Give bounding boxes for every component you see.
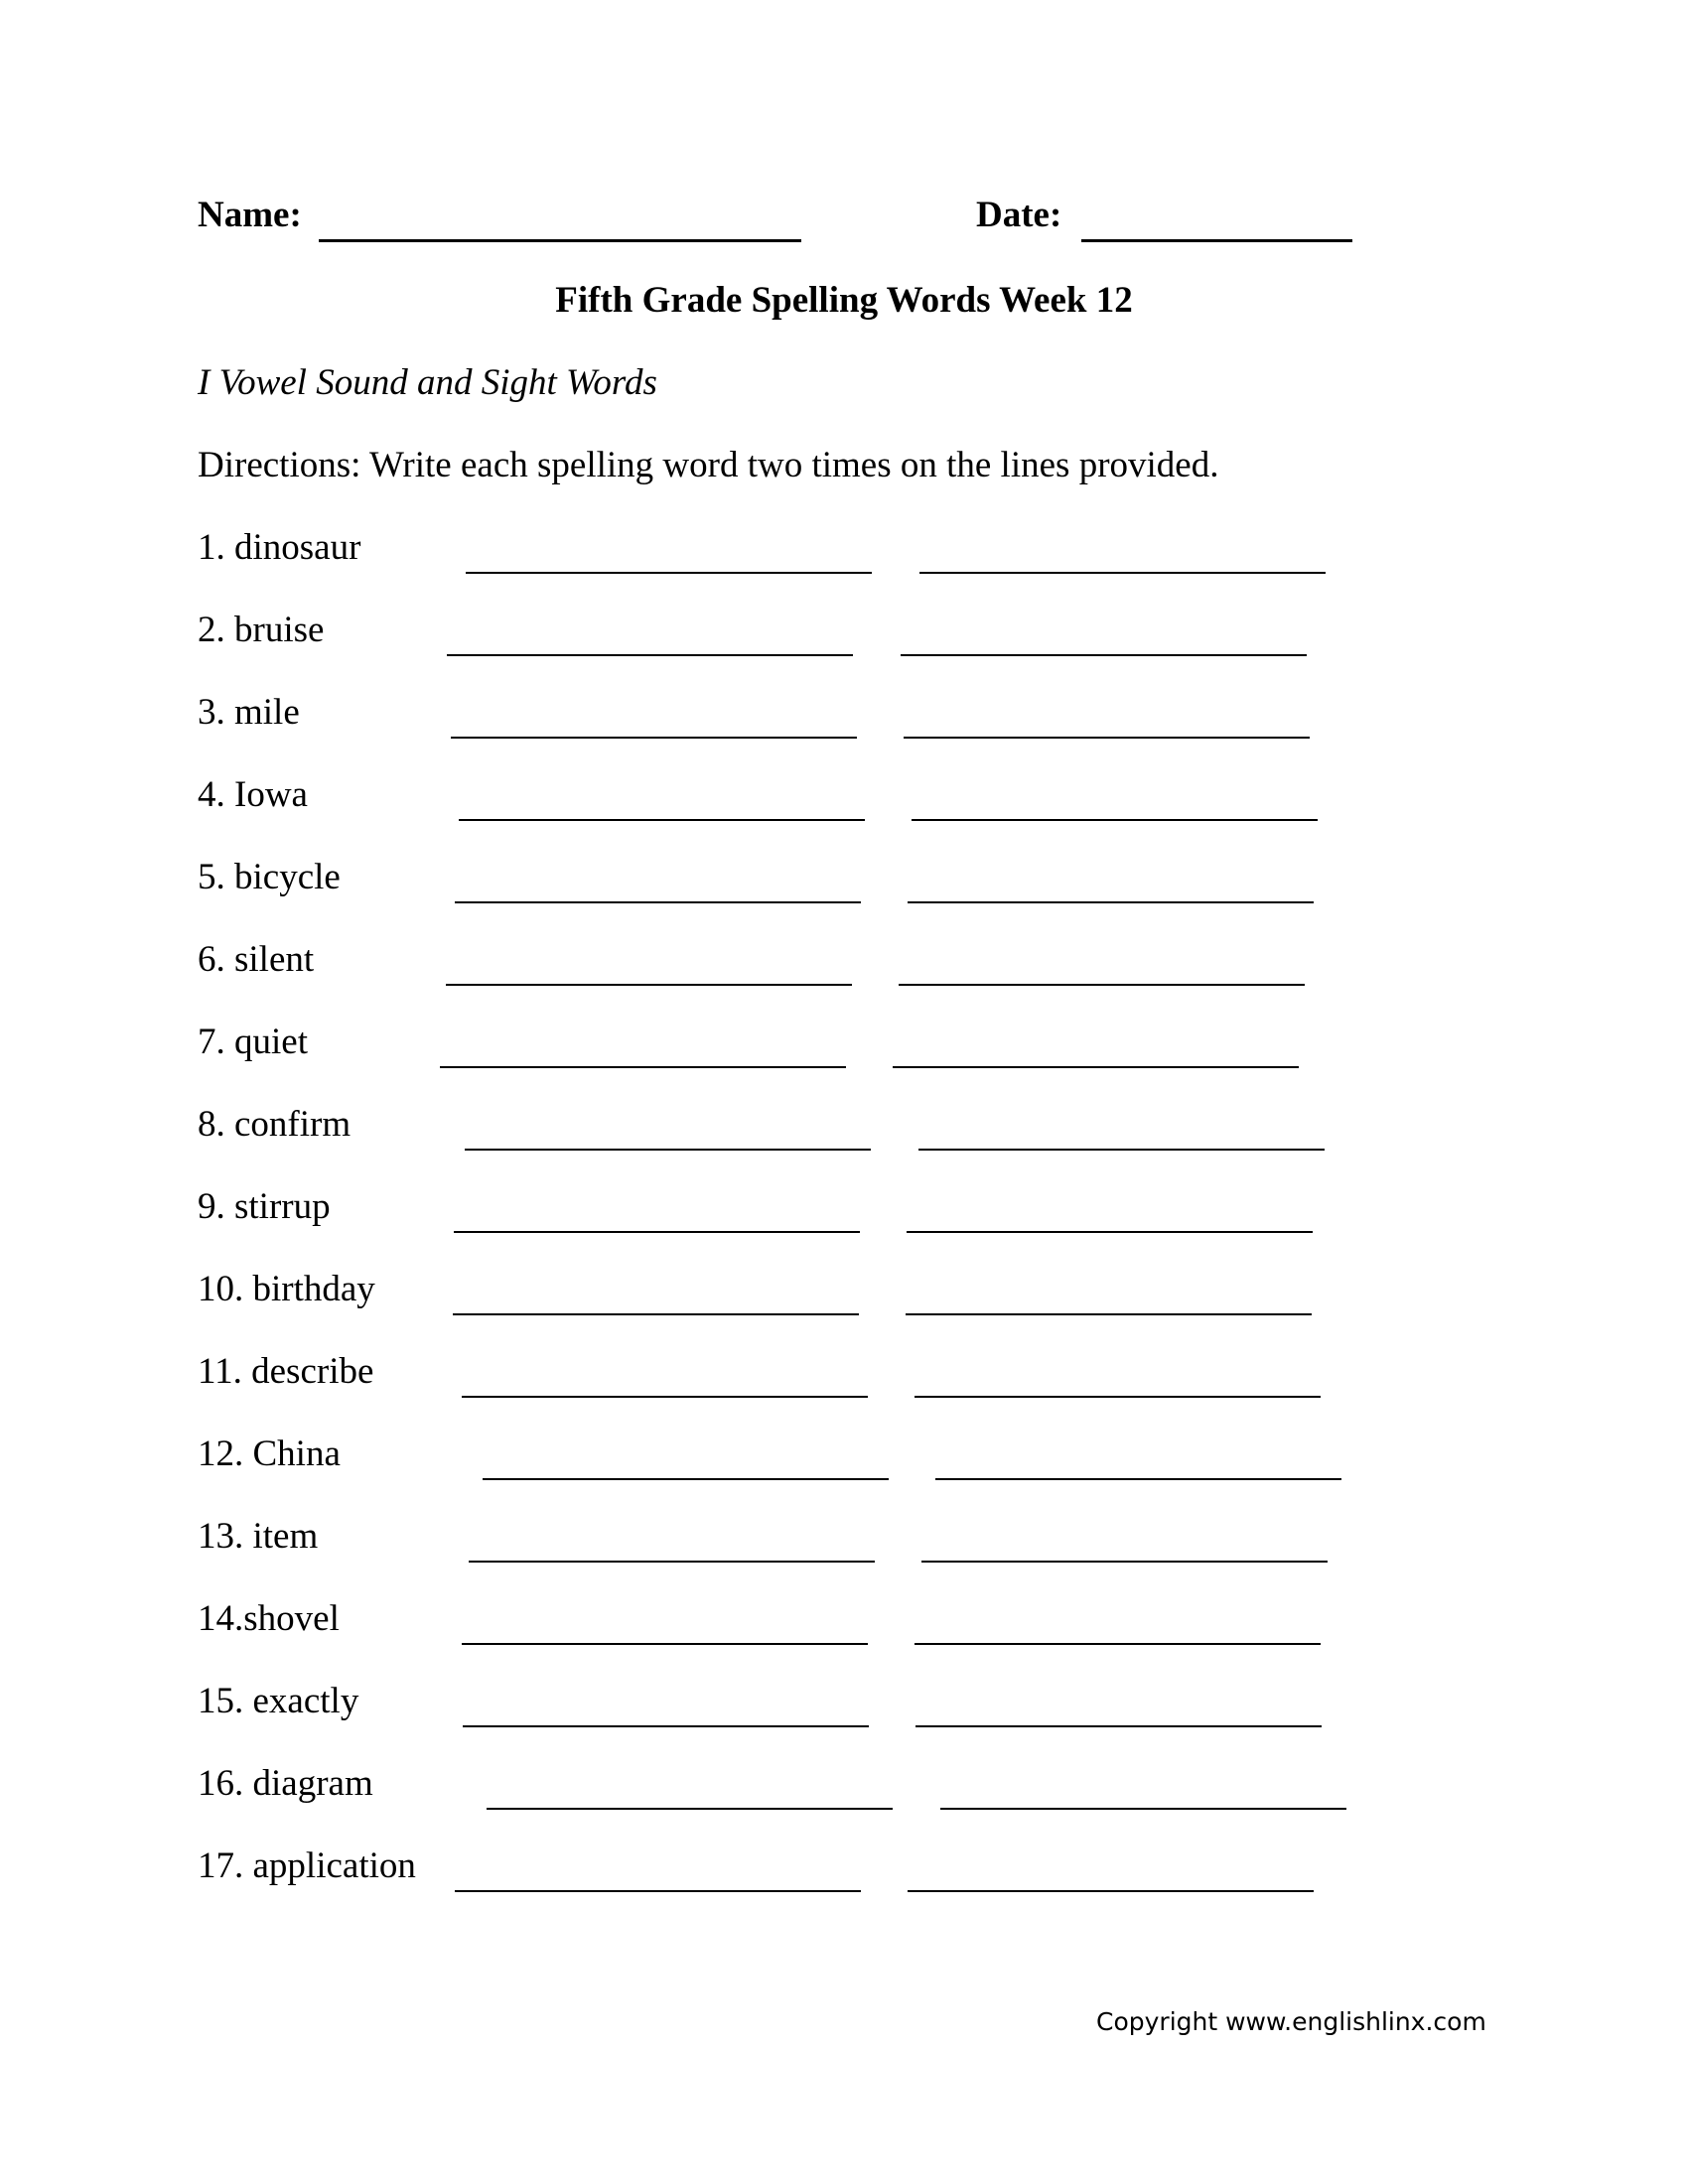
word-row (198, 1762, 1389, 1822)
word-row (198, 1515, 1389, 1574)
word-label: 10. birthday (198, 1269, 375, 1309)
word-label: 2. bruise (198, 610, 325, 650)
word-row (198, 938, 1389, 998)
answer-line-2[interactable] (940, 1808, 1346, 1810)
answer-line-2[interactable] (899, 984, 1305, 986)
word-label: 9. stirrup (198, 1186, 331, 1227)
word-label: 13. item (198, 1516, 319, 1557)
word-row (198, 1021, 1389, 1080)
answer-line-1[interactable] (451, 737, 857, 739)
answer-line-1[interactable] (465, 1149, 871, 1151)
word-label: 1. dinosaur (198, 527, 361, 568)
word-label: 5. bicycle (198, 857, 341, 897)
answer-line-1[interactable] (463, 1725, 869, 1727)
word-row (198, 1680, 1389, 1739)
answer-line-1[interactable] (453, 1313, 859, 1315)
name-label: Name: (198, 195, 302, 235)
word-row (198, 1844, 1389, 1904)
word-row (198, 1103, 1389, 1162)
date-label: Date: (976, 195, 1062, 235)
answer-line-2[interactable] (912, 819, 1318, 821)
word-row (198, 856, 1389, 915)
answer-line-2[interactable] (915, 1725, 1322, 1727)
answer-line-1[interactable] (455, 1890, 861, 1892)
word-label: 11. describe (198, 1351, 374, 1392)
word-row (198, 526, 1389, 586)
word-label: 6. silent (198, 939, 315, 980)
answer-line-1[interactable] (487, 1808, 893, 1810)
answer-line-2[interactable] (907, 1231, 1313, 1233)
word-row (198, 1185, 1389, 1245)
word-row (198, 773, 1389, 833)
word-label: 8. confirm (198, 1104, 352, 1145)
answer-line-2[interactable] (908, 901, 1314, 903)
answer-line-1[interactable] (454, 1231, 860, 1233)
answer-line-2[interactable] (919, 572, 1326, 574)
directions-text: Directions: Write each spelling word two times on the lines provided. (198, 445, 1219, 485)
answer-line-1[interactable] (483, 1478, 889, 1480)
copyright-footer: Copyright www.englishlinx.com (1096, 2007, 1486, 2036)
answer-line-2[interactable] (914, 1396, 1321, 1398)
answer-line-2[interactable] (893, 1066, 1299, 1068)
answer-line-1[interactable] (462, 1396, 868, 1398)
answer-line-2[interactable] (906, 1313, 1312, 1315)
answer-line-2[interactable] (904, 737, 1310, 739)
worksheet-subtitle: I Vowel Sound and Sight Words (198, 362, 657, 403)
answer-line-1[interactable] (440, 1066, 846, 1068)
word-label: 7. quiet (198, 1022, 308, 1062)
answer-line-2[interactable] (921, 1561, 1328, 1563)
word-label: 4. Iowa (198, 774, 308, 815)
word-label: 17. application (198, 1845, 416, 1886)
worksheet-title: Fifth Grade Spelling Words Week 12 (555, 280, 1133, 321)
word-label: 12. China (198, 1433, 341, 1474)
answer-line-1[interactable] (446, 984, 852, 986)
answer-line-1[interactable] (469, 1561, 875, 1563)
word-row (198, 1350, 1389, 1410)
word-label: 15. exactly (198, 1681, 359, 1721)
answer-line-1[interactable] (447, 654, 853, 656)
word-row (198, 1433, 1389, 1492)
word-label: 14.shovel (198, 1598, 340, 1639)
word-row (198, 609, 1389, 668)
word-row (198, 691, 1389, 751)
word-label: 16. diagram (198, 1763, 373, 1804)
word-row (198, 1268, 1389, 1327)
answer-line-2[interactable] (935, 1478, 1341, 1480)
answer-line-2[interactable] (918, 1149, 1325, 1151)
word-row (198, 1597, 1389, 1657)
answer-line-2[interactable] (914, 1643, 1321, 1645)
answer-line-1[interactable] (466, 572, 872, 574)
word-label: 3. mile (198, 692, 300, 733)
answer-line-1[interactable] (462, 1643, 868, 1645)
answer-line-1[interactable] (455, 901, 861, 903)
answer-line-2[interactable] (901, 654, 1307, 656)
answer-line-1[interactable] (459, 819, 865, 821)
answer-line-2[interactable] (908, 1890, 1314, 1892)
